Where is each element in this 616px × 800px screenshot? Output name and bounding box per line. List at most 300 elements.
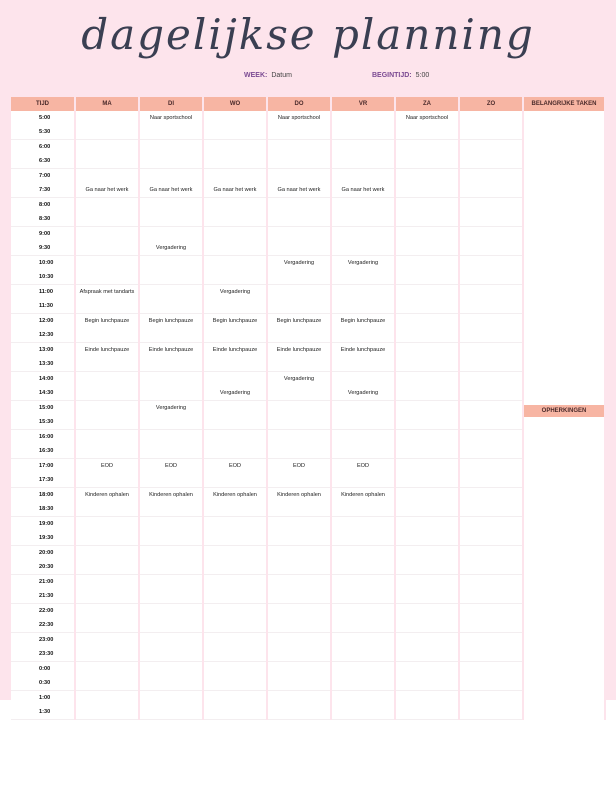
schedule-cell[interactable]: [267, 633, 331, 648]
schedule-cell[interactable]: [203, 227, 267, 242]
schedule-cell[interactable]: Vergadering: [267, 256, 331, 271]
schedule-cell[interactable]: EOD: [203, 459, 267, 474]
schedule-cell[interactable]: [75, 256, 139, 271]
schedule-cell[interactable]: [203, 691, 267, 706]
schedule-cell[interactable]: [459, 299, 523, 314]
schedule-cell[interactable]: [331, 328, 395, 343]
schedule-cell[interactable]: [139, 430, 203, 445]
schedule-cell[interactable]: [203, 401, 267, 416]
schedule-cell[interactable]: [139, 502, 203, 517]
schedule-cell[interactable]: [75, 372, 139, 387]
schedule-cell[interactable]: [139, 604, 203, 619]
schedule-cell[interactable]: Ga naar het werk: [75, 183, 139, 198]
schedule-cell[interactable]: [75, 676, 139, 691]
schedule-cell[interactable]: [459, 314, 523, 329]
schedule-cell[interactable]: [395, 372, 459, 387]
schedule-cell[interactable]: [395, 140, 459, 155]
schedule-cell[interactable]: [139, 198, 203, 213]
start-time-value[interactable]: 5:00: [415, 72, 430, 79]
schedule-cell[interactable]: [75, 589, 139, 604]
schedule-cell[interactable]: [459, 169, 523, 184]
schedule-cell[interactable]: Einde lunchpauze: [139, 343, 203, 358]
schedule-cell[interactable]: [395, 256, 459, 271]
schedule-cell[interactable]: [139, 212, 203, 227]
schedule-cell[interactable]: [395, 531, 459, 546]
schedule-cell[interactable]: [395, 444, 459, 459]
schedule-cell[interactable]: [75, 140, 139, 155]
schedule-cell[interactable]: [139, 633, 203, 648]
schedule-cell[interactable]: [395, 212, 459, 227]
schedule-cell[interactable]: [139, 546, 203, 561]
schedule-cell[interactable]: [139, 575, 203, 590]
schedule-cell[interactable]: [75, 169, 139, 184]
schedule-cell[interactable]: [203, 647, 267, 662]
schedule-cell[interactable]: [203, 560, 267, 575]
schedule-cell[interactable]: [395, 604, 459, 619]
schedule-cell[interactable]: [75, 633, 139, 648]
schedule-cell[interactable]: [267, 604, 331, 619]
schedule-cell[interactable]: [459, 343, 523, 358]
schedule-cell[interactable]: [331, 517, 395, 532]
schedule-cell[interactable]: [331, 589, 395, 604]
schedule-cell[interactable]: [203, 169, 267, 184]
schedule-cell[interactable]: [267, 241, 331, 256]
schedule-cell[interactable]: [267, 140, 331, 155]
schedule-cell[interactable]: [139, 285, 203, 300]
schedule-cell[interactable]: [331, 140, 395, 155]
schedule-cell[interactable]: [203, 517, 267, 532]
schedule-cell[interactable]: [459, 662, 523, 677]
schedule-cell[interactable]: [331, 285, 395, 300]
schedule-cell[interactable]: [203, 154, 267, 169]
schedule-cell[interactable]: [395, 560, 459, 575]
schedule-cell[interactable]: [203, 212, 267, 227]
schedule-cell[interactable]: [331, 299, 395, 314]
schedule-cell[interactable]: [459, 647, 523, 662]
schedule-cell[interactable]: [139, 473, 203, 488]
schedule-cell[interactable]: [459, 604, 523, 619]
schedule-cell[interactable]: [75, 111, 139, 125]
schedule-cell[interactable]: [395, 633, 459, 648]
schedule-cell[interactable]: Vergadering: [267, 372, 331, 387]
schedule-cell[interactable]: [459, 140, 523, 155]
schedule-cell[interactable]: [75, 270, 139, 285]
schedule-cell[interactable]: [459, 488, 523, 503]
schedule-cell[interactable]: [203, 502, 267, 517]
schedule-cell[interactable]: [395, 473, 459, 488]
schedule-cell[interactable]: Vergadering: [331, 256, 395, 271]
schedule-cell[interactable]: [395, 705, 459, 720]
schedule-cell[interactable]: Einde lunchpauze: [267, 343, 331, 358]
schedule-cell[interactable]: [459, 444, 523, 459]
schedule-cell[interactable]: [267, 227, 331, 242]
schedule-cell[interactable]: [139, 589, 203, 604]
schedule-cell[interactable]: [75, 662, 139, 677]
schedule-cell[interactable]: [459, 328, 523, 343]
schedule-cell[interactable]: [395, 241, 459, 256]
schedule-cell[interactable]: [459, 691, 523, 706]
schedule-cell[interactable]: [331, 401, 395, 416]
schedule-cell[interactable]: [395, 154, 459, 169]
schedule-cell[interactable]: Einde lunchpauze: [203, 343, 267, 358]
schedule-cell[interactable]: [331, 372, 395, 387]
schedule-cell[interactable]: [267, 676, 331, 691]
schedule-cell[interactable]: [395, 183, 459, 198]
schedule-cell[interactable]: [395, 415, 459, 430]
schedule-cell[interactable]: [395, 125, 459, 140]
schedule-cell[interactable]: Begin lunchpauze: [139, 314, 203, 329]
schedule-cell[interactable]: [395, 401, 459, 416]
schedule-cell[interactable]: [139, 618, 203, 633]
schedule-cell[interactable]: [331, 125, 395, 140]
schedule-cell[interactable]: [459, 473, 523, 488]
schedule-cell[interactable]: [459, 517, 523, 532]
schedule-cell[interactable]: Kinderen ophalen: [203, 488, 267, 503]
schedule-cell[interactable]: [267, 531, 331, 546]
schedule-cell[interactable]: [459, 111, 523, 125]
schedule-cell[interactable]: EOD: [75, 459, 139, 474]
schedule-cell[interactable]: [203, 372, 267, 387]
schedule-cell[interactable]: [203, 125, 267, 140]
schedule-cell[interactable]: [267, 212, 331, 227]
schedule-cell[interactable]: [459, 705, 523, 720]
schedule-cell[interactable]: [331, 647, 395, 662]
schedule-cell[interactable]: [331, 575, 395, 590]
schedule-cell[interactable]: [203, 299, 267, 314]
schedule-cell[interactable]: [395, 589, 459, 604]
schedule-cell[interactable]: [395, 662, 459, 677]
schedule-cell[interactable]: [395, 169, 459, 184]
schedule-cell[interactable]: [267, 560, 331, 575]
schedule-cell[interactable]: [203, 270, 267, 285]
schedule-cell[interactable]: [267, 386, 331, 401]
schedule-cell[interactable]: Kinderen ophalen: [139, 488, 203, 503]
schedule-cell[interactable]: [139, 357, 203, 372]
schedule-cell[interactable]: [331, 633, 395, 648]
schedule-cell[interactable]: [139, 328, 203, 343]
schedule-cell[interactable]: [331, 604, 395, 619]
schedule-cell[interactable]: [459, 531, 523, 546]
schedule-cell[interactable]: [75, 299, 139, 314]
schedule-cell[interactable]: [267, 502, 331, 517]
schedule-cell[interactable]: [139, 299, 203, 314]
schedule-cell[interactable]: [75, 401, 139, 416]
schedule-cell[interactable]: [331, 430, 395, 445]
schedule-cell[interactable]: [267, 154, 331, 169]
schedule-cell[interactable]: [75, 241, 139, 256]
schedule-cell[interactable]: [203, 618, 267, 633]
schedule-cell[interactable]: Afspraak met tandarts: [75, 285, 139, 300]
schedule-cell[interactable]: [267, 647, 331, 662]
schedule-cell[interactable]: [139, 415, 203, 430]
schedule-cell[interactable]: [331, 662, 395, 677]
schedule-cell[interactable]: [203, 589, 267, 604]
schedule-cell[interactable]: [75, 430, 139, 445]
schedule-cell[interactable]: [75, 444, 139, 459]
schedule-cell[interactable]: [75, 560, 139, 575]
schedule-cell[interactable]: [395, 314, 459, 329]
schedule-cell[interactable]: [139, 169, 203, 184]
schedule-cell[interactable]: [267, 125, 331, 140]
schedule-cell[interactable]: Einde lunchpauze: [75, 343, 139, 358]
schedule-cell[interactable]: [203, 531, 267, 546]
schedule-cell[interactable]: [459, 546, 523, 561]
schedule-cell[interactable]: [395, 285, 459, 300]
schedule-cell[interactable]: [203, 676, 267, 691]
schedule-cell[interactable]: [75, 604, 139, 619]
schedule-cell[interactable]: [395, 270, 459, 285]
schedule-cell[interactable]: Begin lunchpauze: [203, 314, 267, 329]
schedule-cell[interactable]: [331, 473, 395, 488]
schedule-cell[interactable]: [139, 676, 203, 691]
schedule-cell[interactable]: [459, 401, 523, 416]
schedule-cell[interactable]: [331, 198, 395, 213]
week-value[interactable]: Datum: [271, 72, 292, 79]
schedule-cell[interactable]: [459, 560, 523, 575]
schedule-cell[interactable]: [331, 618, 395, 633]
schedule-cell[interactable]: [75, 647, 139, 662]
schedule-cell[interactable]: [459, 183, 523, 198]
schedule-cell[interactable]: [139, 270, 203, 285]
schedule-cell[interactable]: [459, 198, 523, 213]
schedule-cell[interactable]: Ga naar het werk: [203, 183, 267, 198]
schedule-cell[interactable]: [395, 502, 459, 517]
schedule-cell[interactable]: Begin lunchpauze: [331, 314, 395, 329]
important-tasks-area[interactable]: [524, 111, 604, 405]
schedule-cell[interactable]: [459, 285, 523, 300]
schedule-cell[interactable]: [267, 589, 331, 604]
schedule-cell[interactable]: [459, 241, 523, 256]
schedule-cell[interactable]: [331, 154, 395, 169]
schedule-cell[interactable]: [203, 705, 267, 720]
schedule-cell[interactable]: Vergadering: [139, 241, 203, 256]
time-cell: 6:00: [11, 140, 75, 155]
schedule-cell[interactable]: [139, 647, 203, 662]
schedule-cell[interactable]: Begin lunchpauze: [267, 314, 331, 329]
schedule-cell[interactable]: EOD: [139, 459, 203, 474]
schedule-cell[interactable]: [267, 517, 331, 532]
schedule-cell[interactable]: [203, 328, 267, 343]
schedule-cell[interactable]: [139, 705, 203, 720]
schedule-cell[interactable]: [331, 676, 395, 691]
schedule-cell[interactable]: Naar sportschool: [395, 111, 459, 125]
schedule-cell[interactable]: [331, 691, 395, 706]
schedule-cell[interactable]: [267, 705, 331, 720]
schedule-cell[interactable]: [331, 444, 395, 459]
schedule-cell[interactable]: Einde lunchpauze: [331, 343, 395, 358]
schedule-cell[interactable]: [203, 241, 267, 256]
schedule-cell[interactable]: [75, 357, 139, 372]
schedule-cell[interactable]: [139, 227, 203, 242]
schedule-cell[interactable]: [267, 662, 331, 677]
schedule-cell[interactable]: [267, 444, 331, 459]
schedule-cell[interactable]: Kinderen ophalen: [331, 488, 395, 503]
schedule-cell[interactable]: [75, 198, 139, 213]
schedule-cell[interactable]: [203, 140, 267, 155]
schedule-cell[interactable]: Vergadering: [139, 401, 203, 416]
schedule-cell[interactable]: [395, 343, 459, 358]
schedule-cell[interactable]: [459, 256, 523, 271]
schedule-cell[interactable]: [203, 473, 267, 488]
schedule-cell[interactable]: [139, 372, 203, 387]
table-row: [11, 357, 605, 372]
schedule-cell[interactable]: [75, 691, 139, 706]
schedule-cell[interactable]: [75, 546, 139, 561]
schedule-cell[interactable]: [75, 575, 139, 590]
schedule-cell[interactable]: [331, 212, 395, 227]
schedule-cell[interactable]: [395, 517, 459, 532]
schedule-cell[interactable]: [267, 169, 331, 184]
schedule-cell[interactable]: [459, 415, 523, 430]
schedule-cell[interactable]: [75, 227, 139, 242]
schedule-cell[interactable]: [139, 517, 203, 532]
schedule-cell[interactable]: [395, 430, 459, 445]
schedule-cell[interactable]: Ga naar het werk: [267, 183, 331, 198]
schedule-cell[interactable]: [331, 169, 395, 184]
schedule-cell[interactable]: [139, 662, 203, 677]
schedule-cell[interactable]: [75, 212, 139, 227]
schedule-cell[interactable]: [139, 386, 203, 401]
schedule-cell[interactable]: [139, 154, 203, 169]
schedule-cell[interactable]: [459, 575, 523, 590]
schedule-cell[interactable]: [395, 691, 459, 706]
schedule-cell[interactable]: [75, 531, 139, 546]
schedule-cell[interactable]: [267, 198, 331, 213]
schedule-cell[interactable]: [395, 546, 459, 561]
schedule-cell[interactable]: [395, 647, 459, 662]
schedule-cell[interactable]: Kinderen ophalen: [75, 488, 139, 503]
schedule-cell[interactable]: Kinderen ophalen: [267, 488, 331, 503]
schedule-cell[interactable]: [395, 618, 459, 633]
schedule-cell[interactable]: [203, 444, 267, 459]
schedule-cell[interactable]: [267, 691, 331, 706]
schedule-cell[interactable]: [331, 546, 395, 561]
schedule-cell[interactable]: [459, 227, 523, 242]
schedule-cell[interactable]: [139, 125, 203, 140]
schedule-cell[interactable]: [267, 618, 331, 633]
schedule-cell[interactable]: [331, 705, 395, 720]
schedule-cell[interactable]: [75, 415, 139, 430]
schedule-cell[interactable]: [75, 502, 139, 517]
schedule-cell[interactable]: [267, 401, 331, 416]
schedule-cell[interactable]: [203, 357, 267, 372]
table-row: [11, 111, 605, 125]
schedule-cell[interactable]: [395, 676, 459, 691]
schedule-cell[interactable]: [267, 328, 331, 343]
schedule-cell[interactable]: [459, 502, 523, 517]
schedule-cell[interactable]: [267, 430, 331, 445]
schedule-cell[interactable]: Ga naar het werk: [331, 183, 395, 198]
schedule-cell[interactable]: [395, 459, 459, 474]
schedule-cell[interactable]: [203, 198, 267, 213]
schedule-cell[interactable]: Vergadering: [203, 285, 267, 300]
schedule-cell[interactable]: Ga naar het werk: [139, 183, 203, 198]
schedule-cell[interactable]: [395, 299, 459, 314]
schedule-cell[interactable]: [203, 111, 267, 125]
schedule-cell[interactable]: [203, 256, 267, 271]
schedule-cell[interactable]: [267, 575, 331, 590]
schedule-cell[interactable]: [139, 444, 203, 459]
schedule-cell[interactable]: [75, 328, 139, 343]
schedule-cell[interactable]: [267, 299, 331, 314]
schedule-cell[interactable]: [395, 328, 459, 343]
schedule-cell[interactable]: [331, 270, 395, 285]
schedule-cell[interactable]: [75, 618, 139, 633]
schedule-cell[interactable]: [331, 357, 395, 372]
schedule-cell[interactable]: [459, 125, 523, 140]
schedule-cell[interactable]: [459, 386, 523, 401]
schedule-cell[interactable]: [267, 415, 331, 430]
schedule-cell[interactable]: [395, 198, 459, 213]
schedule-cell[interactable]: [459, 430, 523, 445]
schedule-cell[interactable]: [203, 546, 267, 561]
schedule-cell[interactable]: [139, 140, 203, 155]
schedule-cell[interactable]: Naar sportschool: [139, 111, 203, 125]
schedule-cell[interactable]: [267, 357, 331, 372]
schedule-cell[interactable]: [267, 473, 331, 488]
schedule-cell[interactable]: [75, 705, 139, 720]
schedule-cell[interactable]: [139, 531, 203, 546]
schedule-cell[interactable]: [459, 357, 523, 372]
schedule-cell[interactable]: [459, 589, 523, 604]
schedule-cell[interactable]: [75, 473, 139, 488]
schedule-cell[interactable]: [459, 459, 523, 474]
schedule-cell[interactable]: [459, 270, 523, 285]
schedule-cell[interactable]: [139, 560, 203, 575]
schedule-cell[interactable]: [459, 154, 523, 169]
schedule-cell[interactable]: [459, 372, 523, 387]
schedule-cell[interactable]: [267, 285, 331, 300]
schedule-cell[interactable]: [203, 415, 267, 430]
schedule-cell[interactable]: Vergadering: [331, 386, 395, 401]
schedule-cell[interactable]: [267, 546, 331, 561]
schedule-cell[interactable]: [75, 125, 139, 140]
schedule-cell[interactable]: [203, 575, 267, 590]
schedule-cell[interactable]: [395, 357, 459, 372]
schedule-cell[interactable]: [203, 633, 267, 648]
schedule-cell[interactable]: [395, 227, 459, 242]
schedule-cell[interactable]: [331, 111, 395, 125]
schedule-cell[interactable]: [331, 241, 395, 256]
schedule-cell[interactable]: [75, 517, 139, 532]
schedule-cell[interactable]: Vergadering: [203, 386, 267, 401]
schedule-cell[interactable]: [203, 430, 267, 445]
schedule-cell[interactable]: [139, 256, 203, 271]
schedule-cell[interactable]: EOD: [267, 459, 331, 474]
schedule-cell[interactable]: [459, 633, 523, 648]
schedule-cell[interactable]: [395, 575, 459, 590]
schedule-cell[interactable]: [395, 488, 459, 503]
schedule-cell[interactable]: [331, 560, 395, 575]
schedule-cell[interactable]: Begin lunchpauze: [75, 314, 139, 329]
schedule-cell[interactable]: [395, 386, 459, 401]
schedule-cell[interactable]: [331, 502, 395, 517]
schedule-cell[interactable]: [203, 662, 267, 677]
schedule-cell[interactable]: [203, 604, 267, 619]
schedule-cell[interactable]: [331, 415, 395, 430]
schedule-cell[interactable]: Naar sportschool: [267, 111, 331, 125]
schedule-cell[interactable]: EOD: [331, 459, 395, 474]
schedule-cell[interactable]: [139, 691, 203, 706]
schedule-cell[interactable]: [75, 154, 139, 169]
schedule-cell[interactable]: [331, 531, 395, 546]
schedule-cell[interactable]: [459, 676, 523, 691]
schedule-cell[interactable]: [331, 227, 395, 242]
schedule-cell[interactable]: [459, 618, 523, 633]
schedule-cell[interactable]: [459, 212, 523, 227]
schedule-cell[interactable]: [75, 386, 139, 401]
schedule-cell[interactable]: [267, 270, 331, 285]
